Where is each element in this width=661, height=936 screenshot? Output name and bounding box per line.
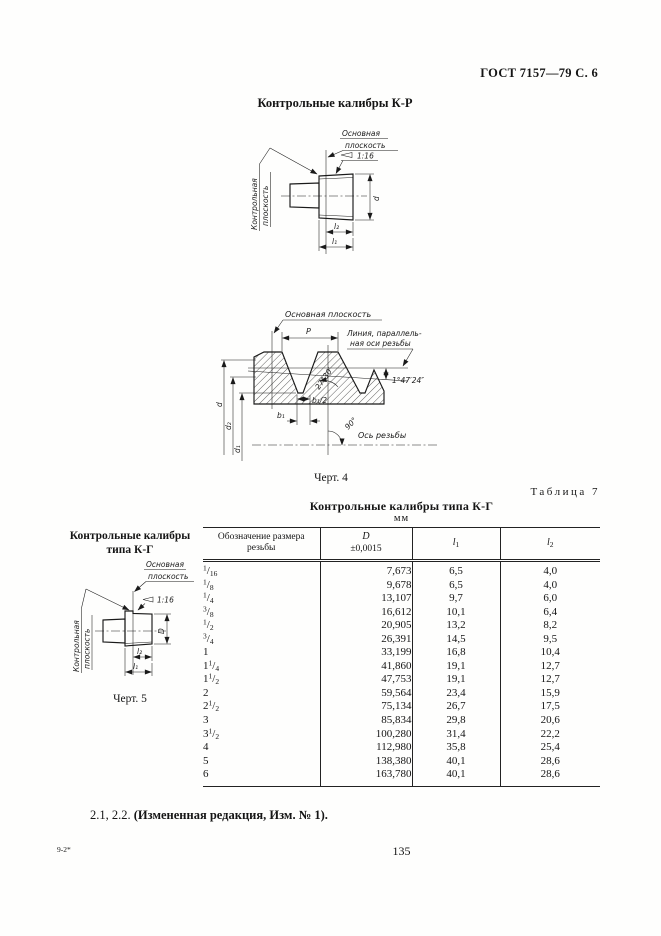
dimension-l2 xyxy=(134,646,152,661)
cell-l2: 6,4 xyxy=(543,605,558,618)
cell-l2: 28,6 xyxy=(540,768,560,781)
cell-l1: 9,7 xyxy=(412,592,500,606)
amendment-note-prefix: 2.1, 2.2. xyxy=(90,808,134,822)
table-row xyxy=(203,673,600,687)
figure4a-plug-gauge-drawing xyxy=(245,126,405,258)
cell-l2: 17,5 xyxy=(540,700,560,713)
taper-callout xyxy=(336,152,378,174)
dim-l1-label: l₁ xyxy=(133,662,139,671)
cell-l1: 13,2 xyxy=(412,619,500,633)
cell-l1: 26,7 xyxy=(412,700,500,714)
cell-size: $1^1/_4$ xyxy=(203,660,320,674)
table-row xyxy=(203,646,600,660)
cell-l2: 4,0 xyxy=(543,578,558,591)
figure5-heading-line1: Контрольные калибры xyxy=(69,530,191,542)
right-angle-label: 90° xyxy=(342,415,359,432)
cell-size: $^1/_8$ xyxy=(203,579,320,593)
cell-D: 26,391 xyxy=(320,633,412,647)
dim-d-label: d xyxy=(215,402,224,407)
basic-plane-label: Основная плоскость xyxy=(285,310,372,319)
dim-D-label: D xyxy=(157,628,166,634)
parallel-line-label: Линия, параллель- xyxy=(347,329,422,338)
figure4b-thread-profile-drawing xyxy=(200,293,460,473)
dim-b1-half-label: b₁/2 xyxy=(312,396,328,405)
cell-l1: 23,4 xyxy=(412,687,500,701)
table-row xyxy=(203,728,600,742)
table-row xyxy=(203,579,600,593)
dimension-d2 xyxy=(224,377,256,455)
cell-size: $^1/_{16}$ xyxy=(203,561,320,579)
table-row xyxy=(203,592,600,606)
table-row xyxy=(203,768,600,786)
cell-D: 75,134 xyxy=(320,700,412,714)
figure4-caption: Черт. 4 xyxy=(314,472,348,484)
taper-label: 1:16 xyxy=(157,595,174,605)
control-plane-label: Контрольная xyxy=(250,178,259,230)
cell-size: 5 xyxy=(203,755,320,769)
cell-D: 41,860 xyxy=(320,660,412,674)
cell-l1: 6,5 xyxy=(412,579,500,593)
table7-label: Таблица 7 xyxy=(530,486,600,498)
cell-l2: 12,7 xyxy=(540,673,560,686)
print-signature: 9-2* xyxy=(57,845,71,854)
cell-D: 16,612 xyxy=(320,606,412,620)
cell-l2: 22,2 xyxy=(540,727,560,740)
cell-l1: 35,8 xyxy=(412,741,500,755)
dimension-d xyxy=(215,360,256,455)
cell-size: 1 xyxy=(203,646,320,660)
control-plane-label: Контрольная xyxy=(72,620,81,672)
figure5-gauge-drawing xyxy=(70,553,205,703)
dimension-taper-angle xyxy=(386,369,424,385)
taper-label: 1:16 xyxy=(357,151,374,161)
basic-plane-label: Основная xyxy=(146,560,184,569)
dim-b1-label: b₁ xyxy=(277,411,285,420)
table7 xyxy=(203,527,600,787)
dim-l2-label: l₂ xyxy=(137,647,143,656)
amendment-note-bold: (Измененная редакция, Изм. № 1). xyxy=(133,808,328,822)
document-header: ГОСТ 7157—79 С. 6 xyxy=(480,66,598,80)
basic-plane-callout xyxy=(135,560,195,592)
plug-outline xyxy=(281,150,367,254)
dim-l2-label: l₂ xyxy=(334,222,340,231)
taper-icon xyxy=(341,153,352,158)
cell-D: 112,980 xyxy=(320,741,412,755)
dimension-d xyxy=(355,174,381,220)
cell-l1: 16,8 xyxy=(412,646,500,660)
cell-l2: 10,4 xyxy=(540,646,560,659)
dim-d-label: d xyxy=(372,196,381,201)
control-plane-callout xyxy=(250,148,317,231)
cell-size: $2^1/_2$ xyxy=(203,700,320,714)
cell-size: $^1/_4$ xyxy=(203,592,320,606)
cell-l2: 25,4 xyxy=(540,741,560,754)
thread-axis-label: Ось резьбы xyxy=(358,431,407,440)
cell-D: 9,678 xyxy=(320,579,412,593)
dim-d2-label: d₂ xyxy=(224,422,233,430)
table-body xyxy=(203,561,600,787)
table-row xyxy=(203,687,600,701)
table-row xyxy=(203,700,600,714)
taper-angle-label: 1°47′24″ xyxy=(392,376,425,385)
cell-l2: 9,5 xyxy=(543,632,558,645)
dim-l1-label: l₁ xyxy=(332,237,338,246)
figure4-title: Контрольные калибры К-Р xyxy=(257,96,413,110)
parallel-line-callout xyxy=(346,329,422,366)
cell-l1: 29,8 xyxy=(412,714,500,728)
amendment-note xyxy=(90,808,570,823)
dimension-pitch xyxy=(282,327,338,351)
cell-l2: 15,9 xyxy=(540,686,560,699)
cell-size: 3 xyxy=(203,714,320,728)
table-row xyxy=(203,561,600,579)
table-row xyxy=(203,755,600,769)
cell-D: 47,753 xyxy=(320,673,412,687)
cell-size: $^1/_2$ xyxy=(203,619,320,633)
table-row xyxy=(203,714,600,728)
cell-l2: 8,2 xyxy=(543,619,558,632)
cell-l1: 40,1 xyxy=(412,755,500,769)
table-row xyxy=(203,660,600,674)
basic-plane-label: Основная xyxy=(342,129,380,138)
cell-D: 138,380 xyxy=(320,755,412,769)
parallel-line-label: ная оси резьбы xyxy=(350,339,411,348)
dimension-l2 xyxy=(327,222,353,236)
cell-D: 7,673 xyxy=(320,561,412,579)
cell-D: 85,834 xyxy=(320,714,412,728)
cell-l1: 19,1 xyxy=(412,660,500,674)
dim-pitch-label: P xyxy=(306,327,311,336)
table7-title: Контрольные калибры типа К-Г xyxy=(309,499,494,513)
cell-size: $1^1/_2$ xyxy=(203,673,320,687)
cell-l2: 4,0 xyxy=(543,565,558,577)
cell-l1: 31,4 xyxy=(412,728,500,742)
cell-l2: 12,7 xyxy=(540,659,560,672)
col-header-D-symbol: D xyxy=(362,531,370,542)
cell-size: 2 xyxy=(203,687,320,701)
cell-l1: 14,5 xyxy=(412,633,500,647)
cell-l2: 6,0 xyxy=(543,592,558,605)
cell-D: 20,905 xyxy=(320,619,412,633)
cell-D: 59,564 xyxy=(320,687,412,701)
col-header-l2: $l_2$ xyxy=(500,528,600,561)
cell-size: 6 xyxy=(203,768,320,786)
dimension-b1 xyxy=(277,411,320,421)
basic-plane-label: плоскость xyxy=(148,572,189,581)
cell-l1: 10,1 xyxy=(412,606,500,620)
col-header-D-tolerance: ±0,0015 xyxy=(350,543,382,554)
taper-callout xyxy=(138,596,174,611)
cell-l1: 19,1 xyxy=(412,673,500,687)
taper-icon xyxy=(143,597,153,602)
figure5-caption: Черт. 5 xyxy=(113,693,147,705)
dimension-D xyxy=(154,614,171,644)
cell-D: 13,107 xyxy=(320,592,412,606)
page-number: 135 xyxy=(392,844,411,858)
col-header-l1: $l_1$ xyxy=(412,528,500,561)
cell-D: 33,199 xyxy=(320,646,412,660)
cell-size: $^3/_4$ xyxy=(203,633,320,647)
table-row xyxy=(203,619,600,633)
table7-units: мм xyxy=(393,513,410,524)
cell-l1: 40,1 xyxy=(412,768,500,786)
cell-D: 163,780 xyxy=(320,768,412,786)
gauge-outline xyxy=(95,591,166,675)
cell-size: 4 xyxy=(203,741,320,755)
figure5-heading-line2: типа К-Г xyxy=(106,544,154,556)
control-plane-label: плоскость xyxy=(261,185,270,226)
table-row xyxy=(203,633,600,647)
cell-size: $3^1/_2$ xyxy=(203,728,320,742)
control-plane-label: плоскость xyxy=(82,628,92,669)
col-header-D xyxy=(320,528,412,561)
cell-l1: 6,5 xyxy=(412,561,500,579)
col-header-size: Обозначение размера резьбы xyxy=(203,528,320,561)
cell-D: 100,280 xyxy=(320,728,412,742)
cell-l2: 20,6 xyxy=(540,714,560,727)
cell-size: $^3/_8$ xyxy=(203,606,320,620)
dim-d1-label: d₁ xyxy=(233,445,242,453)
table-row xyxy=(203,606,600,620)
table-header-row xyxy=(203,528,600,561)
table-row xyxy=(203,741,600,755)
basic-plane-label: плоскость xyxy=(345,141,386,150)
cell-l2: 28,6 xyxy=(540,754,560,767)
flank-angle-label: 27°30′ xyxy=(313,365,335,392)
